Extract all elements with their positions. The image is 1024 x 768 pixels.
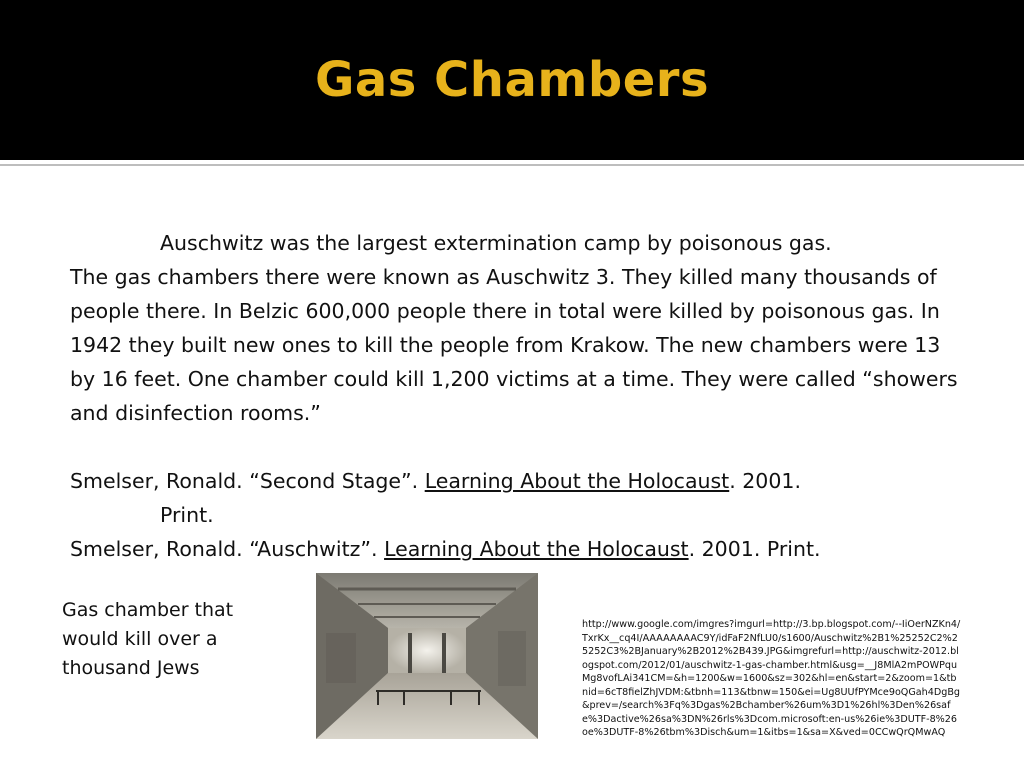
title-divider-shadow	[0, 164, 1024, 166]
paragraph-body: The gas chambers there were known as Auschwitz 3. They killed many thousands of people there. In Belzic 600,000 people there in total were killed by poisonous gas. In 1942 they built new ones to kill the people from Krakow. The new chambers were 13 by 16 feet. One chamber could kill 1,200 victims at a time. They were called “showers and disinfection rooms.”	[70, 265, 958, 425]
citation-2-prefix: Smelser, Ronald. “Auschwitz”.	[70, 537, 385, 561]
spacer	[70, 430, 970, 464]
body-text	[70, 226, 970, 566]
citation-1	[70, 464, 970, 498]
citation-1-work: Learning About the Holocaust	[424, 469, 730, 493]
citation-2	[70, 532, 970, 566]
citation-1-prefix: Smelser, Ronald. “Second Stage”.	[70, 469, 425, 493]
citation-1-suffix: . 2001.	[729, 469, 801, 493]
image-source-url[interactable]: http://www.google.com/imgres?imgurl=http://3.bp.blogspot.com/--IiOerNZKn4/TxrKx__cq4I/AAAAAAAAC9Y/idFaF2NfLU0/s1600/Auschwitz%2B1%25252C2%25252C3%2BJanuary%2B2012%2B439.JPG&imgrefurl=http://auschwitz-2012.blogspot.com/2012/01/auschwitz-1-gas-chamber.html&usg=__J8MlA2mPOWPquMg8vofLAi341CM=&h=1200&w=1600&sz=302&hl=en&start=2&zoom=1&tbnid=6cT8fielZhJVDM:&tbnh=113&tbnw=150&ei=Ug8UUfPYMce9oQGah4DgBg&prev=/search%3Fq%3Dgas%2Bchamber%26um%3D1%26hl%3Den%26safe%3Dactive%26sa%3DN%26rls%3Dcom.microsoft:en-us%26ie%3DUTF-8%26oe%3DUTF-8%26tbm%3Disch&um=1&itbs=1&sa=X&ved=0CCwQrQMwAQ	[582, 619, 961, 738]
citation-2-suffix: . 2001. Print.	[688, 537, 821, 561]
gas-chamber-photo	[316, 573, 538, 739]
image-caption: Gas chamber that would kill over a thousand Jews	[62, 599, 234, 679]
slide-title: Gas Chambers	[314, 52, 710, 108]
citation-1-continuation: Print.	[160, 503, 214, 527]
paragraph-first-line: Auschwitz was the largest extermination camp by poisonous gas.	[160, 231, 832, 255]
citation-2-work: Learning About the Holocaust	[384, 537, 689, 561]
